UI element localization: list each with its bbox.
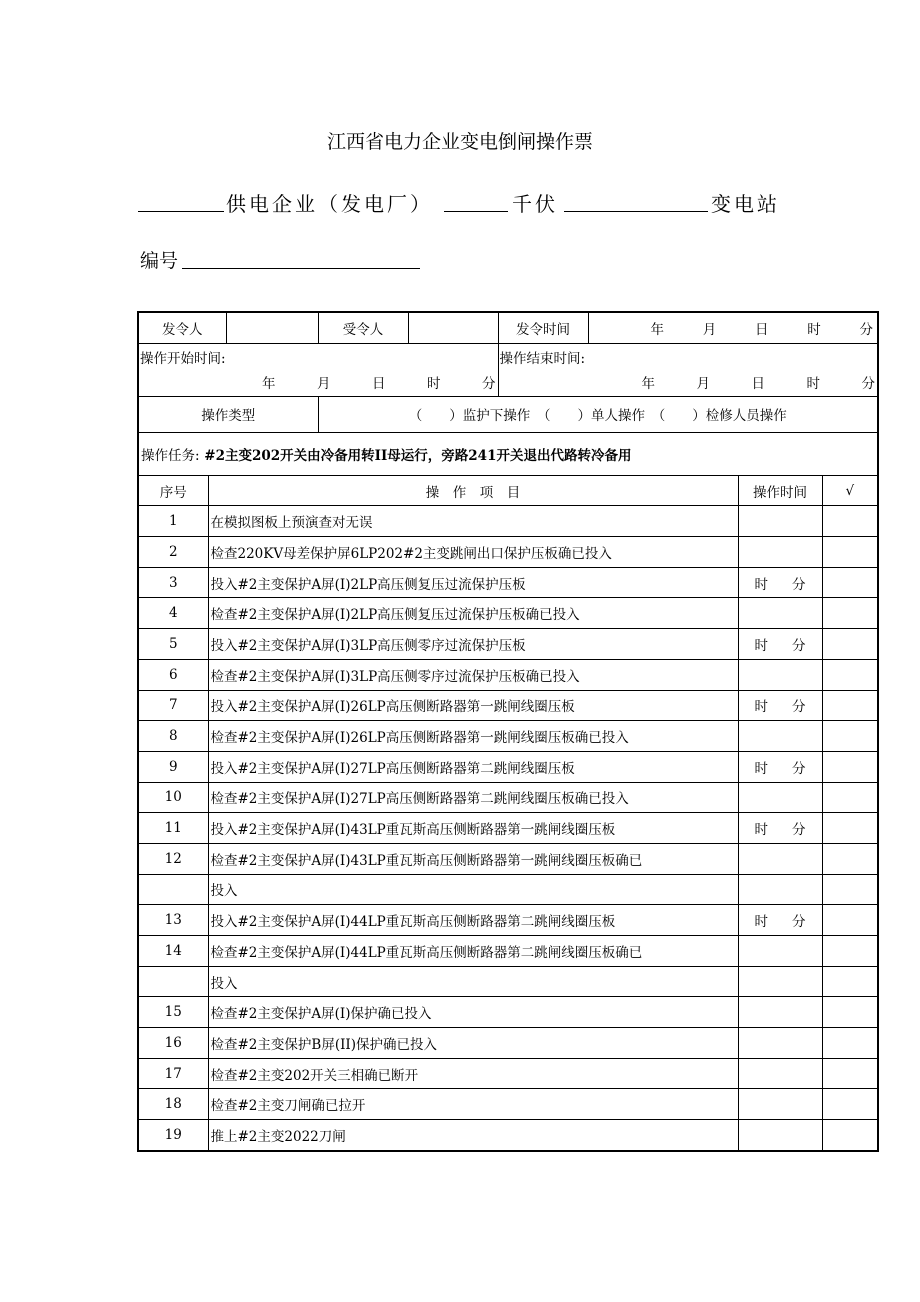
row-item: 检查#2主变保护A屏(I)保护确已投入 [208, 997, 738, 1028]
row-seq: 19 [138, 1120, 208, 1151]
table-row [138, 751, 878, 782]
row-seq: 13 [138, 905, 208, 936]
row-time[interactable] [738, 629, 822, 660]
supply-label: 供电企业（发电厂） [226, 192, 433, 216]
row-item: 检查#2主变202开关三相确已断开 [208, 1058, 738, 1089]
row-seq: 12 [138, 843, 208, 874]
row-item: 检查220KV母差保护屏6LP202#2主变跳闸出口保护压板确已投入 [208, 537, 738, 568]
row-check[interactable] [822, 1058, 878, 1089]
table-row [138, 567, 878, 598]
row-check[interactable] [822, 1089, 878, 1120]
row-item: 投入#2主变保护A屏(I)2LP高压侧复压过流保护压板 [208, 567, 738, 598]
hour-label: 时 [754, 637, 768, 654]
hour-label: 时 [806, 375, 820, 392]
minute-label: 分 [482, 375, 496, 392]
row-time[interactable] [738, 506, 822, 537]
minute-label: 分 [792, 760, 806, 777]
number-blank[interactable] [182, 268, 420, 269]
table-row [138, 629, 878, 660]
hour-label: 时 [754, 914, 768, 931]
table-row [138, 936, 878, 967]
row-item: 检查#2主变保护A屏(I)2LP高压侧复压过流保护压板确已投入 [208, 598, 738, 629]
day-label: 日 [372, 375, 386, 392]
table-row [138, 1058, 878, 1089]
row-time[interactable] [738, 905, 822, 936]
row-seq: 16 [138, 1028, 208, 1059]
table-row [138, 537, 878, 568]
month-label: 月 [702, 321, 717, 338]
column-header-row [138, 475, 878, 506]
day-label: 日 [751, 375, 765, 392]
task-row [138, 432, 878, 475]
row-seq: 6 [138, 659, 208, 690]
col-check-header: √ [822, 475, 878, 506]
minute-label: 分 [792, 576, 806, 593]
hour-label: 时 [754, 760, 768, 777]
year-label: 年 [641, 375, 655, 392]
row-seq: 18 [138, 1089, 208, 1120]
row-check[interactable] [822, 629, 878, 660]
row-item: 投入#2主变保护A屏(I)26LP高压侧断路器第一跳闸线圈压板 [208, 690, 738, 721]
issue-time-label: 发令时间 [498, 312, 588, 343]
row-time[interactable] [738, 659, 822, 690]
table-row [138, 1089, 878, 1120]
row-seq: 5 [138, 629, 208, 660]
row-item: 检查#2主变保护A屏(I)43LP重瓦斯高压侧断路器第一跳闸线圈压板确已 [208, 843, 738, 874]
table-row [138, 659, 878, 690]
table-row [138, 966, 878, 997]
row-seq: 7 [138, 690, 208, 721]
row-seq: 11 [138, 813, 208, 844]
row-check[interactable] [822, 997, 878, 1028]
day-label: 日 [755, 321, 769, 338]
minute-label: 分 [792, 637, 806, 654]
table-row [138, 690, 878, 721]
row-time[interactable] [738, 1120, 822, 1151]
issuer-label: 发令人 [138, 312, 226, 343]
row-check[interactable] [822, 782, 878, 813]
row-check[interactable] [822, 874, 878, 905]
row-item: 检查#2主变保护A屏(I)44LP重瓦斯高压侧断路器第二跳闸线圈压板确已 [208, 936, 738, 967]
issuer-value[interactable] [226, 312, 318, 343]
row-check[interactable] [822, 567, 878, 598]
row-seq: 4 [138, 598, 208, 629]
table-row [138, 997, 878, 1028]
table-row [138, 843, 878, 874]
minute-label: 分 [792, 914, 806, 931]
end-time-label: 操作结束时间: [499, 350, 586, 367]
row-time[interactable] [738, 966, 822, 997]
row-seq: 9 [138, 751, 208, 782]
task-label: 操作任务: [141, 447, 200, 464]
row-check[interactable] [822, 813, 878, 844]
row-time[interactable] [738, 1028, 822, 1059]
row-item: 检查#2主变保护A屏(I)3LP高压侧零序过流保护压板确已投入 [208, 659, 738, 690]
row-item: 在模拟图板上预演查对无误 [208, 506, 738, 537]
start-time-label: 操作开始时间: [140, 350, 226, 367]
year-label: 年 [650, 321, 664, 338]
row-seq: 15 [138, 997, 208, 1028]
row-time[interactable] [738, 598, 822, 629]
row-item: 投入#2主变保护A屏(I)3LP高压侧零序过流保护压板 [208, 629, 738, 660]
row-time[interactable] [738, 1058, 822, 1089]
row-check[interactable] [822, 598, 878, 629]
col-seq-header: 序号 [138, 475, 208, 506]
number-label: 编号 [140, 250, 179, 272]
row-time[interactable] [738, 1089, 822, 1120]
row-check[interactable] [822, 690, 878, 721]
row-item: 检查#2主变保护A屏(I)26LP高压侧断路器第一跳闸线圈压板确已投入 [208, 721, 738, 752]
receiver-label: 受令人 [318, 312, 408, 343]
op-type-row [138, 396, 878, 432]
minute-label: 分 [792, 699, 806, 716]
table-row [138, 905, 878, 936]
row-item: 检查#2主变刀闸确已拉开 [208, 1089, 738, 1120]
row-seq: 14 [138, 936, 208, 967]
kv-blank[interactable] [444, 211, 508, 212]
row-seq: 3 [138, 567, 208, 598]
row-seq [138, 874, 208, 905]
hour-label: 时 [754, 822, 768, 839]
table-row [138, 1028, 878, 1059]
row-item: 投入#2主变保护A屏(I)43LP重瓦斯高压侧断路器第一跳闸线圈压板 [208, 813, 738, 844]
hour-label: 时 [427, 375, 441, 392]
row-time[interactable] [738, 690, 822, 721]
row-item: 投入#2主变保护A屏(I)44LP重瓦斯高压侧断路器第二跳闸线圈压板 [208, 905, 738, 936]
row-time[interactable] [738, 997, 822, 1028]
row-time[interactable] [738, 537, 822, 568]
task-text: #2主变202开关由冷备用转II母运行，旁路241开关退出代路转冷备用 [204, 447, 632, 464]
operation-ticket-table [137, 311, 879, 1152]
row-time[interactable] [738, 751, 822, 782]
number-line [140, 246, 178, 276]
row-seq [138, 966, 208, 997]
row-check[interactable] [822, 721, 878, 752]
end-time-cell[interactable] [498, 343, 878, 396]
row-check[interactable] [822, 905, 878, 936]
table-row [138, 874, 878, 905]
row-item: 投入 [208, 966, 738, 997]
table-row [138, 721, 878, 752]
row-check[interactable] [822, 659, 878, 690]
row-time[interactable] [738, 813, 822, 844]
row-check[interactable] [822, 1028, 878, 1059]
row-time[interactable] [738, 874, 822, 905]
row-item: 检查#2主变保护A屏(I)27LP高压侧断路器第二跳闸线圈压板确已投入 [208, 782, 738, 813]
row-item: 投入 [208, 874, 738, 905]
row-check[interactable] [822, 966, 878, 997]
row-seq: 1 [138, 506, 208, 537]
kv-label: 千伏 [512, 192, 558, 216]
op-type-label: 操作类型 [138, 396, 318, 432]
table-row [138, 506, 878, 537]
row-check[interactable] [822, 936, 878, 967]
row-check[interactable] [822, 506, 878, 537]
row-item: 检查#2主变保护B屏(II)保护确已投入 [208, 1028, 738, 1059]
issue-time-value[interactable] [588, 312, 878, 343]
start-time-cell[interactable] [138, 343, 498, 396]
col-item-header: 操 作 项 目 [208, 475, 738, 506]
row-item: 投入#2主变保护A屏(I)27LP高压侧断路器第二跳闸线圈压板 [208, 751, 738, 782]
receiver-value[interactable] [408, 312, 498, 343]
op-type-options[interactable]: （ ）监护下操作 （ ）单人操作 （ ）检修人员操作 [318, 396, 878, 432]
row-check[interactable] [822, 843, 878, 874]
row-seq: 2 [138, 537, 208, 568]
minute-label: 分 [859, 321, 873, 338]
row-check[interactable] [822, 751, 878, 782]
header-line [138, 188, 858, 218]
month-label: 月 [317, 375, 331, 392]
minute-label: 分 [792, 822, 806, 839]
row-check[interactable] [822, 1120, 878, 1151]
row-check[interactable] [822, 537, 878, 568]
row-time[interactable] [738, 782, 822, 813]
row-seq: 10 [138, 782, 208, 813]
station-blank[interactable] [564, 211, 708, 212]
supply-blank[interactable] [138, 211, 224, 212]
page-title: 江西省电力企业变电倒闸操作票 [326, 131, 593, 153]
row-time[interactable] [738, 843, 822, 874]
row-seq: 8 [138, 721, 208, 752]
minute-label: 分 [861, 375, 875, 392]
row-time[interactable] [738, 721, 822, 752]
table-row [138, 1120, 878, 1151]
table-row [138, 598, 878, 629]
hour-label: 时 [754, 699, 768, 716]
issuer-row [138, 312, 878, 343]
station-label: 变电站 [711, 192, 780, 216]
row-time[interactable] [738, 567, 822, 598]
hour-label: 时 [754, 576, 768, 593]
op-time-row [138, 343, 878, 396]
row-seq: 17 [138, 1058, 208, 1089]
task-cell [138, 432, 878, 475]
hour-label: 时 [807, 321, 821, 338]
col-time-header: 操作时间 [738, 475, 822, 506]
table-row [138, 813, 878, 844]
row-item: 推上#2主变2022刀闸 [208, 1120, 738, 1151]
row-time[interactable] [738, 936, 822, 967]
month-label: 月 [696, 375, 710, 392]
table-row [138, 782, 878, 813]
year-label: 年 [262, 375, 276, 392]
